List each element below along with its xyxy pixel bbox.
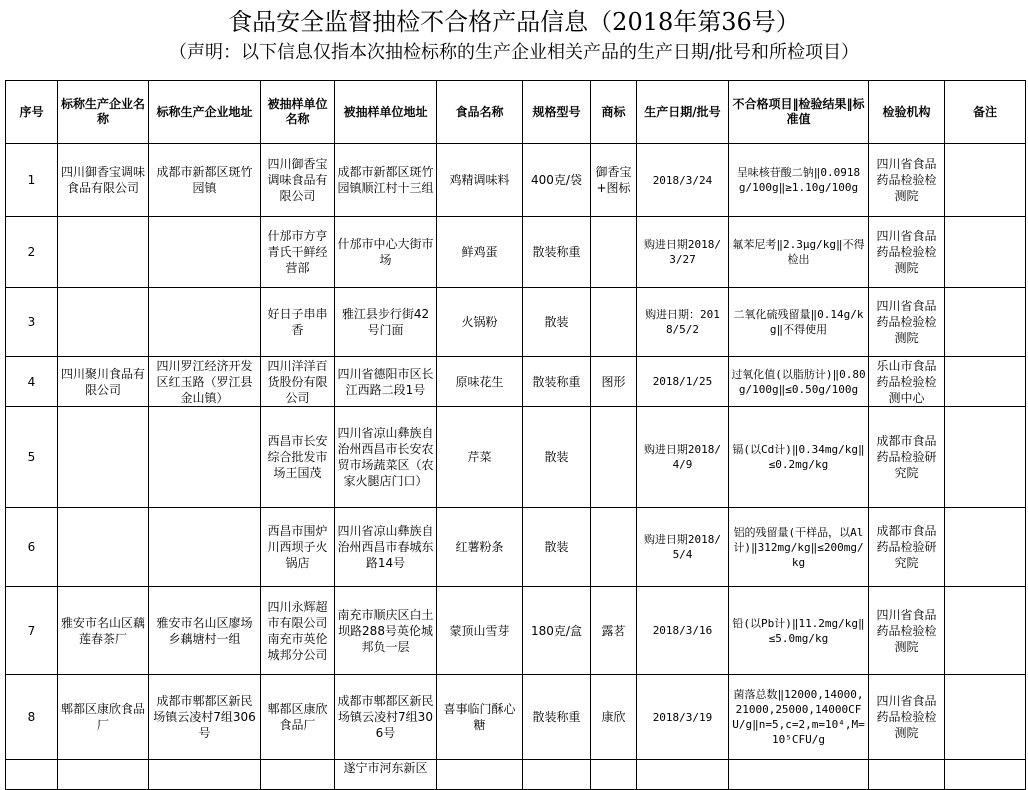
cell-food-name: 喜事临门酥心糖 <box>437 675 523 760</box>
cell-spec <box>523 760 591 790</box>
cell-producer-address: 四川罗江经济开发区红玉路（罗江县金山镇） <box>149 357 261 407</box>
header-sampled-unit: 被抽样单位名称 <box>261 81 335 144</box>
cell-note <box>945 217 1026 288</box>
cell-note <box>945 288 1026 357</box>
cell-spec: 180克/盒 <box>523 587 591 675</box>
cell-note <box>945 144 1026 217</box>
cell-result: 二氧化硫残留量‖0.14g/kg‖不得使用 <box>729 288 869 357</box>
inspection-table <box>5 80 1026 790</box>
cell-sampled-address: 南充市顺庆区白土坝路288号英伦城邦负一层 <box>335 587 437 675</box>
cell-no: 2 <box>6 217 58 288</box>
cell-note <box>945 357 1026 407</box>
cell-note <box>945 760 1026 790</box>
cell-producer-address: 雅安市名山区廖场乡藕塘村一组 <box>149 587 261 675</box>
cell-spec: 散装称重 <box>523 675 591 760</box>
cell-result: 菌落总数‖12000,14000,21000,25000,14000CFU/g‖n=5,c=2,m=10⁴,M=10⁵CFU/g <box>729 675 869 760</box>
cell-no: 7 <box>6 587 58 675</box>
cell-food-name: 鸡精调味料 <box>437 144 523 217</box>
page-subtitle: （声明：以下信息仅指本次抽检标称的生产企业相关产品的生产日期/批号和所检项目） <box>168 42 860 63</box>
cell-producer: 四川御香宝调味食品有限公司 <box>58 144 149 217</box>
page-title: 食品安全监督抽检不合格产品信息（2018年第36号） <box>228 8 800 36</box>
cell-no: 4 <box>6 357 58 407</box>
cell-brand <box>591 288 637 357</box>
cell-producer-address <box>149 288 261 357</box>
cell-spec: 散装 <box>523 508 591 587</box>
cell-sampled-address: 遂宁市河东新区 <box>335 760 437 790</box>
cell-sampled-address: 什邡市中心大街市场 <box>335 217 437 288</box>
cell-date: 2018/1/25 <box>637 357 729 407</box>
cell-producer: 雅安市名山区藕莲春茶厂 <box>58 587 149 675</box>
cell-sampled-unit: 四川御香宝调味食品有限公司 <box>261 144 335 217</box>
cell-sampled-unit: 郫都区康欣食品厂 <box>261 675 335 760</box>
cell-sampled-address: 成都市新都区斑竹园镇顺江村十三组 <box>335 144 437 217</box>
cell-brand <box>591 508 637 587</box>
cell-sampled-unit <box>261 760 335 790</box>
cell-brand: 图形 <box>591 357 637 407</box>
header-spec: 规格型号 <box>523 81 591 144</box>
cell-agency: 四川省食品药品检验检测院 <box>869 675 945 760</box>
cell-no: 3 <box>6 288 58 357</box>
header-note: 备注 <box>945 81 1026 144</box>
cell-sampled-unit: 西昌市围炉川西坝子火锅店 <box>261 508 335 587</box>
cell-food-name: 芹菜 <box>437 407 523 508</box>
cell-note <box>945 407 1026 508</box>
cell-food-name: 红薯粉条 <box>437 508 523 587</box>
cell-brand: 御香宝+图标 <box>591 144 637 217</box>
cell-brand <box>591 407 637 508</box>
header-date: 生产日期/批号 <box>637 81 729 144</box>
table-header-row <box>6 81 1026 144</box>
cell-producer <box>58 217 149 288</box>
header-producer-address: 标称生产企业地址 <box>149 81 261 144</box>
table-row <box>6 587 1026 675</box>
cell-no <box>6 760 58 790</box>
cell-producer <box>58 760 149 790</box>
cell-brand: 康欣 <box>591 675 637 760</box>
cell-sampled-address: 雅江县步行街42号门面 <box>335 288 437 357</box>
table-row <box>6 760 1026 790</box>
cell-producer: 四川聚川食品有限公司 <box>58 357 149 407</box>
cell-producer <box>58 407 149 508</box>
header-sampled-address: 被抽样单位地址 <box>335 81 437 144</box>
cell-date: 购进日期：2018/5/2 <box>637 288 729 357</box>
cell-sampled-unit: 四川永辉超市有限公司南充市英伦城邦分公司 <box>261 587 335 675</box>
cell-sampled-address: 成都市郫都区新民场镇云凌村7组306号 <box>335 675 437 760</box>
cell-spec: 散装 <box>523 407 591 508</box>
cell-note <box>945 587 1026 675</box>
cell-food-name: 原味花生 <box>437 357 523 407</box>
table-row <box>6 288 1026 357</box>
cell-producer-address <box>149 760 261 790</box>
cell-date <box>637 760 729 790</box>
cell-no: 5 <box>6 407 58 508</box>
cell-result: 铅(以Pb计)‖11.2mg/kg‖≤5.0mg/kg <box>729 587 869 675</box>
cell-producer-address <box>149 508 261 587</box>
cell-result: 呈味核苷酸二钠‖0.0918g/100g‖≥1.10g/100g <box>729 144 869 217</box>
cell-food-name: 火锅粉 <box>437 288 523 357</box>
table-row <box>6 675 1026 760</box>
cell-sampled-unit: 什邡市方亨青氏干鲜经营部 <box>261 217 335 288</box>
cell-no: 8 <box>6 675 58 760</box>
cell-sampled-unit: 西昌市长安综合批发市场王国茂 <box>261 407 335 508</box>
header-producer: 标称生产企业名称 <box>58 81 149 144</box>
cell-result: 氟苯尼考‖2.3μg/kg‖不得检出 <box>729 217 869 288</box>
cell-agency: 四川省食品药品检验检测院 <box>869 217 945 288</box>
header-no: 序号 <box>6 81 58 144</box>
cell-date: 2018/3/24 <box>637 144 729 217</box>
cell-agency: 成都市食品药品检验研究院 <box>869 508 945 587</box>
cell-date: 2018/3/16 <box>637 587 729 675</box>
header-brand: 商标 <box>591 81 637 144</box>
cell-no: 6 <box>6 508 58 587</box>
cell-sampled-unit: 好日子串串香 <box>261 288 335 357</box>
cell-brand <box>591 217 637 288</box>
cell-date: 购进日期2018/4/9 <box>637 407 729 508</box>
table-row <box>6 217 1026 288</box>
cell-producer-address: 成都市新都区斑竹园镇 <box>149 144 261 217</box>
cell-result: 镉(以Cd计)‖0.34mg/kg‖≤0.2mg/kg <box>729 407 869 508</box>
cell-brand <box>591 760 637 790</box>
cell-note <box>945 508 1026 587</box>
table-row <box>6 144 1026 217</box>
cell-producer-address <box>149 407 261 508</box>
cell-sampled-address: 四川省凉山彝族自治州西昌市春城东路14号 <box>335 508 437 587</box>
cell-producer <box>58 508 149 587</box>
cell-date: 2018/3/19 <box>637 675 729 760</box>
cell-agency: 四川省食品药品检验检测院 <box>869 587 945 675</box>
cell-agency: 成都市食品药品检验研究院 <box>869 407 945 508</box>
table-row <box>6 508 1026 587</box>
cell-sampled-unit: 四川洋洋百货股份有限公司 <box>261 357 335 407</box>
cell-producer: 郫都区康欣食品厂 <box>58 675 149 760</box>
table-row <box>6 357 1026 407</box>
cell-date: 购进日期2018/3/27 <box>637 217 729 288</box>
cell-sampled-address: 四川省凉山彝族自治州西昌市长安农贸市场蔬菜区（农家火腿店门口） <box>335 407 437 508</box>
cell-spec: 400克/袋 <box>523 144 591 217</box>
cell-result <box>729 760 869 790</box>
header-food-name: 食品名称 <box>437 81 523 144</box>
cell-agency: 四川省食品药品检验检测院 <box>869 288 945 357</box>
cell-no: 1 <box>6 144 58 217</box>
cell-sampled-address: 四川省德阳市区长江西路二段1号 <box>335 357 437 407</box>
cell-spec: 散装称重 <box>523 217 591 288</box>
cell-spec: 散装称重 <box>523 357 591 407</box>
cell-agency <box>869 760 945 790</box>
cell-note <box>945 675 1026 760</box>
cell-producer-address <box>149 217 261 288</box>
cell-food-name: 蒙顶山雪芽 <box>437 587 523 675</box>
cell-producer-address: 成都市郫都区新民场镇云凌村7组306号 <box>149 675 261 760</box>
cell-producer <box>58 288 149 357</box>
cell-result: 铝的残留量(干样品，以Al计)‖312mg/kg‖≤200mg/kg <box>729 508 869 587</box>
cell-food-name <box>437 760 523 790</box>
cell-agency: 乐山市食品药品检验检测中心 <box>869 357 945 407</box>
table-row <box>6 407 1026 508</box>
header-agency: 检验机构 <box>869 81 945 144</box>
cell-date: 购进日期2018/5/4 <box>637 508 729 587</box>
cell-brand: 露茗 <box>591 587 637 675</box>
cell-spec: 散装 <box>523 288 591 357</box>
cell-agency: 四川省食品药品检验检测院 <box>869 144 945 217</box>
cell-result: 过氧化值(以脂肪计)‖0.80g/100g‖≤0.50g/100g <box>729 357 869 407</box>
cell-food-name: 鲜鸡蛋 <box>437 217 523 288</box>
header-result: 不合格项目‖检验结果‖标准值 <box>729 81 869 144</box>
